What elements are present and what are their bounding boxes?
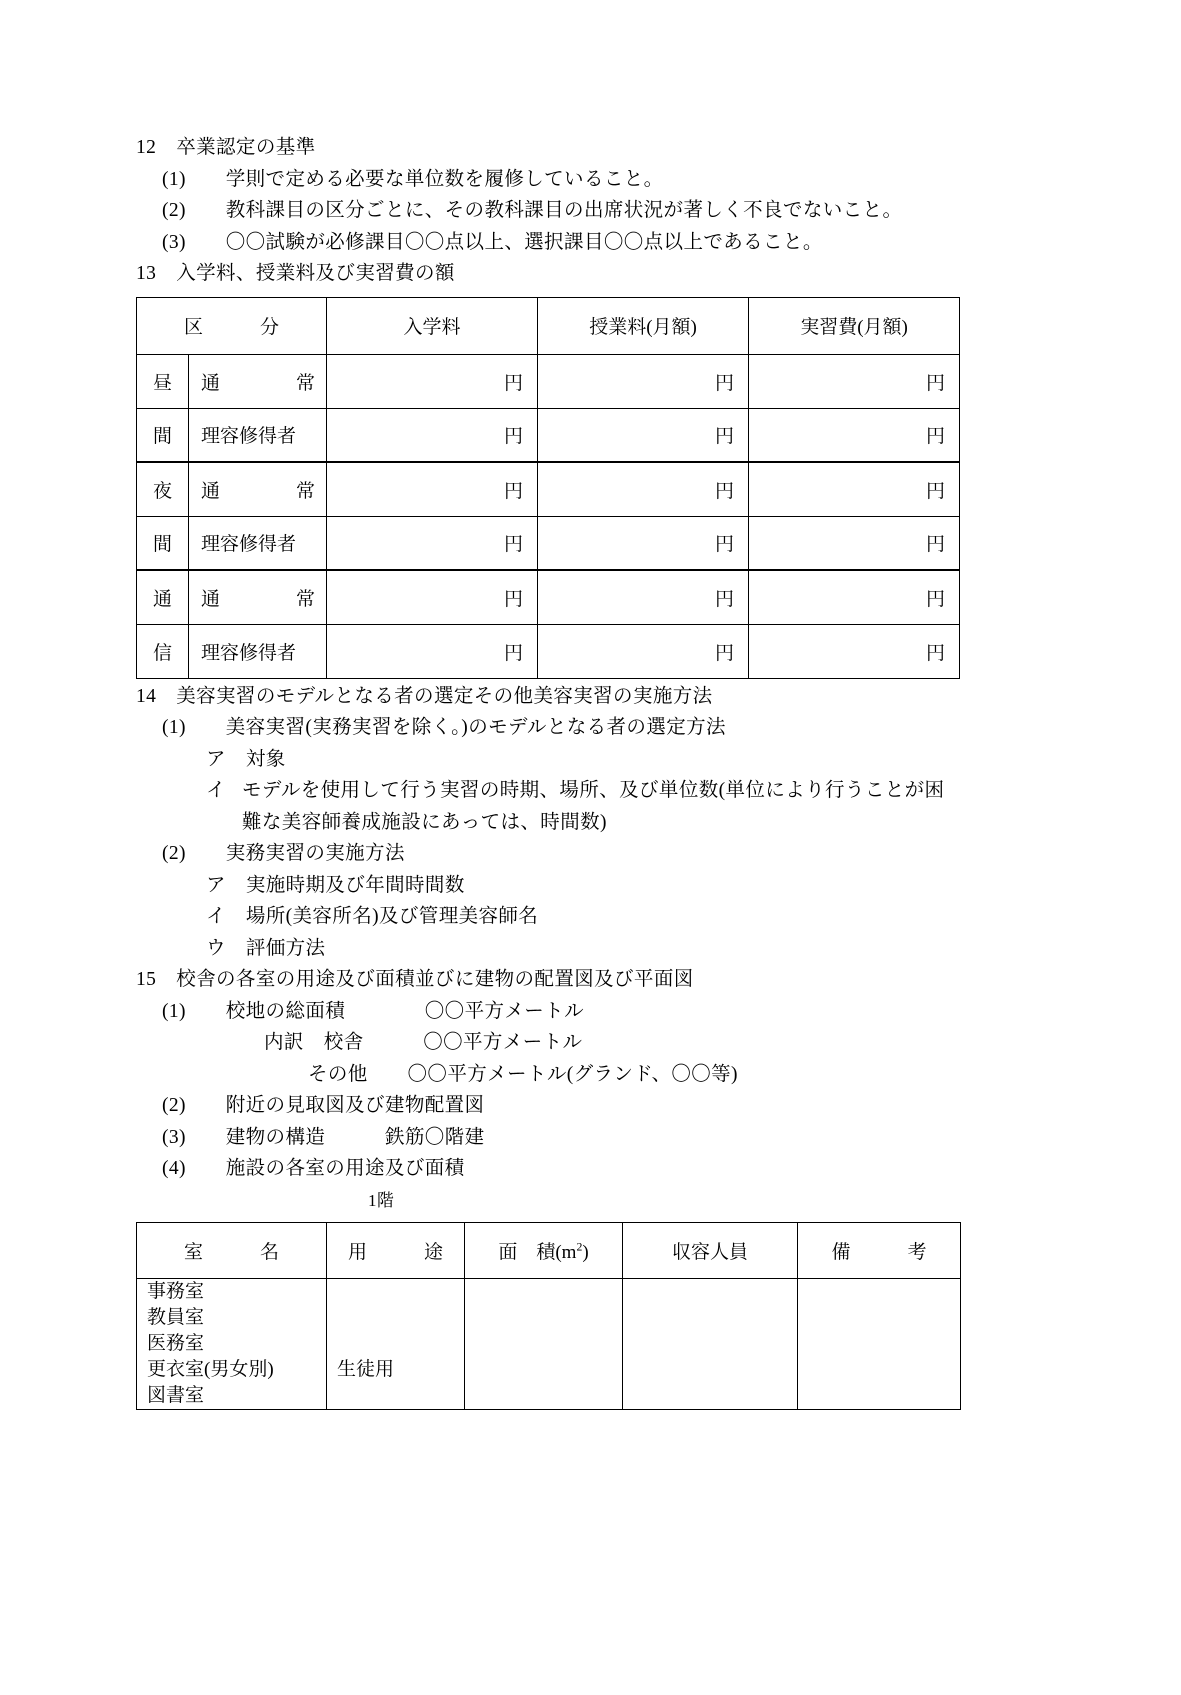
fee-value-admission: 円	[327, 516, 538, 570]
section-14-item-2	[136, 838, 960, 870]
room-header-use: 用 途	[327, 1223, 465, 1279]
section-13-heading	[136, 258, 960, 290]
sub-text: 対象	[245, 748, 286, 770]
fee-value-tuition: 円	[538, 462, 749, 516]
fee-value-admission: 円	[327, 570, 538, 624]
section-12-item-2	[136, 195, 960, 227]
section-14-item-2-sub-c	[136, 933, 960, 965]
item-label: 附近の見取図及び建物配置図	[225, 1095, 485, 1116]
fee-value-tuition: 円	[538, 516, 749, 570]
fee-group-label-char: 信	[137, 624, 189, 678]
breakdown-label: 内訳	[264, 1032, 304, 1053]
fee-sub-label: 通 常	[189, 570, 327, 624]
fee-value-practical: 円	[749, 354, 960, 408]
room-header-capacity: 収容人員	[623, 1223, 798, 1279]
fee-table-row	[137, 408, 960, 462]
section-12-item-3	[136, 227, 960, 259]
fee-value-admission: 円	[327, 408, 538, 462]
fee-value-admission: 円	[327, 354, 538, 408]
sub-marker: ア	[206, 748, 226, 770]
section-15-breakdown-1	[136, 1027, 960, 1059]
item-text: 美容実習(実務実習を除く。)のモデルとなる者の選定方法	[225, 717, 726, 738]
section-12-number: 12	[136, 137, 157, 158]
section-14-title: 美容実習のモデルとなる者の選定その他美容実習の実施方法	[176, 685, 713, 707]
section-13-title: 入学料、授業料及び実習費の額	[176, 263, 455, 284]
fee-value-tuition: 円	[538, 408, 749, 462]
item-marker: (2)	[162, 843, 186, 864]
fee-table-row	[137, 570, 960, 624]
section-15-heading	[136, 964, 960, 996]
room-header-name: 室 名	[137, 1223, 327, 1279]
item-label: 校地の総面積	[225, 1000, 346, 1022]
fee-header-practical: 実習費(月額)	[749, 297, 960, 354]
item-text: 学則で定める必要な単位数を履修していること。	[225, 168, 664, 190]
fee-group-label-char: 通	[137, 570, 189, 624]
fee-sub-label: 理容修得者	[189, 624, 327, 678]
item-marker: (1)	[162, 717, 186, 738]
room-header-area	[465, 1223, 623, 1279]
sub-text: モデルを使用して行う実習の時期、場所、及び単位数(単位により行うことが困難な美容師養成施設にあっては、時間数)	[242, 780, 945, 833]
section-13-number: 13	[136, 263, 157, 284]
fee-sub-label: 通 常	[189, 462, 327, 516]
breakdown-item-value: 〇〇平方メートル	[423, 1032, 583, 1053]
item-text: 〇〇試験が必修課目〇〇点以上、選択課目〇〇点以上であること。	[225, 231, 823, 253]
room-note-cell	[798, 1279, 961, 1410]
section-14-item-1-sub-a	[136, 744, 960, 776]
room-name-cell	[137, 1279, 327, 1410]
fee-header-tuition: 授業料(月額)	[538, 297, 749, 354]
section-12-item-1	[136, 164, 960, 196]
room-capacity-cell	[623, 1279, 798, 1410]
fee-header-admission: 入学料	[327, 297, 538, 354]
fee-sub-label: 理容修得者	[189, 408, 327, 462]
section-15-number: 15	[136, 969, 157, 990]
fee-table-row	[137, 516, 960, 570]
fee-value-practical: 円	[749, 516, 960, 570]
floor-label: 1階	[368, 1190, 395, 1210]
section-14-item-1-sub-b	[136, 775, 960, 838]
fee-header-division: 区 分	[137, 297, 327, 354]
fee-value-practical: 円	[749, 570, 960, 624]
section-14-number: 14	[136, 685, 157, 707]
room-area-cell	[465, 1279, 623, 1410]
item-marker: (3)	[162, 231, 186, 253]
fee-group-label-char: 昼	[137, 354, 189, 408]
item-marker: (4)	[162, 1158, 186, 1179]
sub-marker: イ	[206, 780, 226, 801]
room-table	[136, 1222, 961, 1410]
sub-marker: ア	[206, 874, 226, 896]
sub-marker: ウ	[206, 937, 226, 959]
item-text: 実務実習の実施方法	[225, 843, 405, 864]
document-body	[136, 132, 960, 1410]
section-15-item-4	[136, 1153, 960, 1185]
item-marker: (2)	[162, 200, 186, 221]
section-14-item-2-sub-b	[136, 901, 960, 933]
room-name: 事務室	[147, 1281, 205, 1302]
fee-group-label-char: 間	[137, 408, 189, 462]
item-marker: (3)	[162, 1126, 186, 1148]
section-12-heading	[136, 132, 960, 164]
room-use-cell	[327, 1279, 465, 1410]
room-table-header-row	[137, 1223, 961, 1279]
item-marker: (1)	[162, 1000, 186, 1022]
fee-value-practical: 円	[749, 408, 960, 462]
fee-group-label-char: 夜	[137, 462, 189, 516]
sub-marker: イ	[206, 906, 226, 927]
area-label-suffix: )	[582, 1242, 589, 1263]
fee-table-row	[137, 462, 960, 516]
area-unit-m: m	[561, 1242, 577, 1263]
fee-table-row	[137, 624, 960, 678]
room-name: 更衣室(男女別)	[147, 1359, 274, 1380]
room-name: 図書室	[147, 1385, 205, 1406]
fee-table-row	[137, 354, 960, 408]
room-name: 医務室	[147, 1333, 205, 1354]
section-14-heading	[136, 681, 960, 713]
breakdown-item-label: その他	[308, 1063, 368, 1085]
fee-sub-label: 理容修得者	[189, 516, 327, 570]
fee-value-tuition: 円	[538, 570, 749, 624]
item-label: 施設の各室の用途及び面積	[225, 1158, 465, 1179]
breakdown-item-label: 校舎	[323, 1032, 364, 1053]
sub-text: 評価方法	[245, 937, 326, 959]
fee-value-tuition: 円	[538, 624, 749, 678]
item-marker: (2)	[162, 1095, 186, 1116]
fee-group-label-char: 間	[137, 516, 189, 570]
section-15-breakdown-2	[136, 1059, 960, 1091]
room-use: 生徒用	[337, 1359, 395, 1380]
room-header-note: 備 考	[798, 1223, 961, 1279]
section-12-title: 卒業認定の基準	[176, 137, 316, 158]
fee-sub-label: 通 常	[189, 354, 327, 408]
item-marker: (1)	[162, 168, 186, 190]
section-14-item-2-sub-a	[136, 870, 960, 902]
item-value: 〇〇平方メートル	[424, 1000, 584, 1022]
sub-text: 場所(美容所名)及び管理美容師名	[245, 906, 539, 927]
fee-value-tuition: 円	[538, 354, 749, 408]
room-name: 教員室	[147, 1307, 205, 1328]
fee-value-admission: 円	[327, 624, 538, 678]
item-value: 鉄筋〇階建	[384, 1126, 485, 1148]
sub-text: 実施時期及び年間時間数	[245, 874, 465, 896]
item-label: 建物の構造	[225, 1126, 326, 1148]
area-label-prefix: 面 積(	[498, 1242, 562, 1263]
area-unit-exponent: 2	[576, 1240, 583, 1254]
section-14-item-1	[136, 712, 960, 744]
fee-value-admission: 円	[327, 462, 538, 516]
section-15-item-1	[136, 996, 960, 1028]
fee-value-practical: 円	[749, 624, 960, 678]
fee-table	[136, 297, 960, 679]
section-15-title: 校舎の各室の用途及び面積並びに建物の配置図及び平面図	[176, 969, 694, 990]
section-15-item-3	[136, 1122, 960, 1154]
breakdown-item-value: 〇〇平方メートル(グランド、〇〇等)	[407, 1063, 738, 1085]
fee-table-header-row	[137, 297, 960, 354]
section-15-item-2	[136, 1090, 960, 1122]
fee-value-practical: 円	[749, 462, 960, 516]
item-text: 教科課目の区分ごとに、その教科課目の出席状況が著しく不良でないこと。	[225, 200, 903, 221]
